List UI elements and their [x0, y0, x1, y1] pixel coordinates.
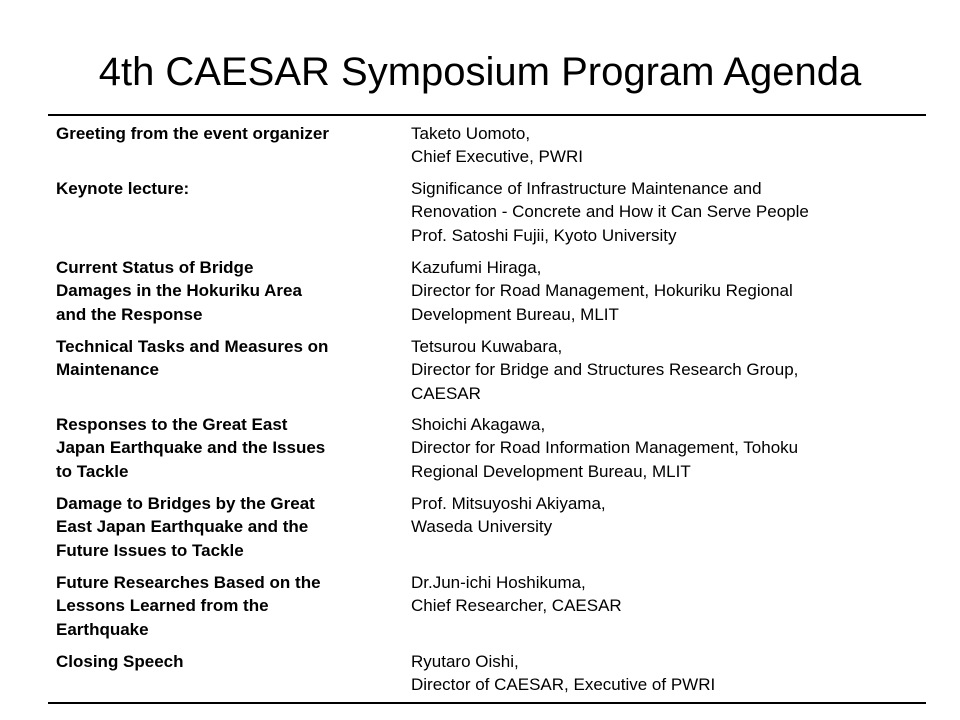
- agenda-topic: Technical Tasks and Measures on Maintenance: [56, 337, 329, 380]
- agenda-speaker: Tetsurou Kuwabara, Director for Bridge and Structures Research Group, CAESAR: [411, 337, 799, 403]
- agenda-speaker: Taketo Uomoto, Chief Executive, PWRI: [411, 124, 583, 167]
- agenda-speaker: Dr.Jun-ichi Hoshikuma, Chief Researcher, CAESAR: [411, 573, 622, 616]
- agenda-topic: Closing Speech: [56, 652, 184, 671]
- agenda-speaker: Prof. Mitsuyoshi Akiyama, Waseda University: [411, 494, 606, 537]
- bottom-divider: [48, 702, 926, 704]
- page-title: 4th CAESAR Symposium Program Agenda: [98, 50, 862, 94]
- agenda-topic: Damage to Bridges by the Great East Japan Earthquake and the Future Issues to Tackle: [56, 494, 315, 560]
- agenda-topic: Responses to the Great East Japan Earthquake and the Issues to Tackle: [56, 415, 326, 481]
- agenda-speaker: Shoichi Akagawa, Director for Road Information Management, Tohoku Regional Development Bureau, MLIT: [411, 415, 799, 481]
- agenda-speaker: Ryutaro Oishi, Director of CAESAR, Executive of PWRI: [411, 652, 716, 695]
- agenda-topic: Future Researches Based on the Lessons Learned from the Earthquake: [56, 573, 321, 639]
- agenda-topic: Keynote lecture:: [56, 179, 190, 198]
- agenda-speaker: Significance of Infrastructure Maintenance and Renovation - Concrete and How it Can Serve People Prof. Satoshi Fujii, Kyoto University: [411, 179, 809, 245]
- agenda-speaker: Kazufumi Hiraga, Director for Road Management, Hokuriku Regional Development Bureau, MLIT: [411, 258, 793, 324]
- agenda-topic: Greeting from the event organizer: [56, 124, 329, 143]
- agenda-topic: Current Status of Bridge Damages in the Hokuriku Area and the Response: [56, 258, 302, 324]
